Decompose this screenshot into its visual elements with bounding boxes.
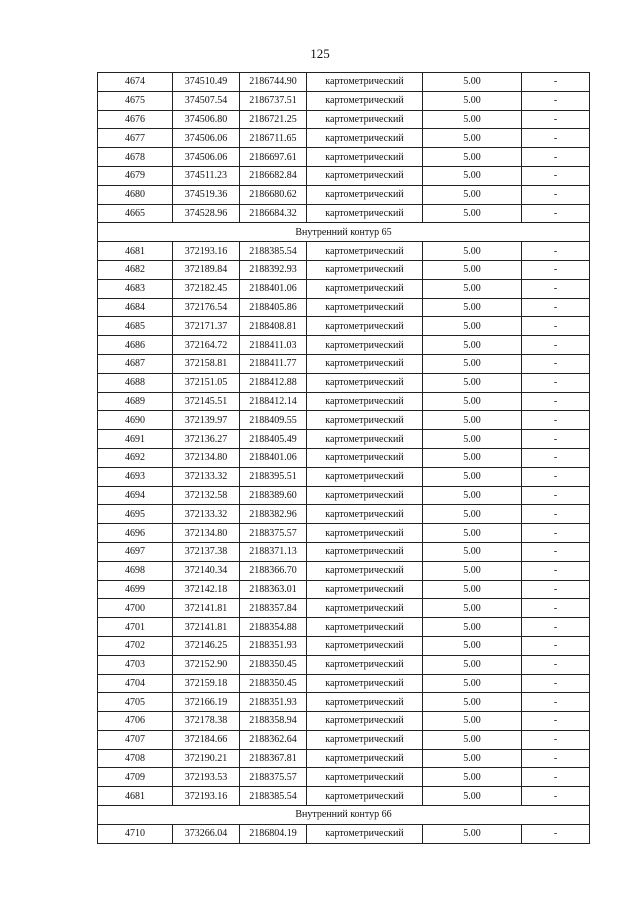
accuracy-cell: 5.00 xyxy=(423,486,522,505)
table-row xyxy=(98,749,590,768)
y-coordinate-cell: 2186697.61 xyxy=(240,148,307,167)
point-number-cell: 4700 xyxy=(98,599,173,618)
method-cell: картометрический xyxy=(307,524,423,543)
note-cell: - xyxy=(522,542,590,561)
x-coordinate-cell: 372137.38 xyxy=(173,542,240,561)
table-row xyxy=(98,486,590,505)
method-cell: картометрический xyxy=(307,260,423,279)
method-cell: картометрический xyxy=(307,392,423,411)
table-row xyxy=(98,599,590,618)
y-coordinate-cell: 2188375.57 xyxy=(240,524,307,543)
table-row xyxy=(98,354,590,373)
accuracy-cell: 5.00 xyxy=(423,693,522,712)
method-cell: картометрический xyxy=(307,430,423,449)
point-number-cell: 4695 xyxy=(98,505,173,524)
section-header-row xyxy=(98,806,590,825)
table-row xyxy=(98,580,590,599)
note-cell: - xyxy=(522,260,590,279)
accuracy-cell: 5.00 xyxy=(423,618,522,637)
note-cell: - xyxy=(522,712,590,731)
x-coordinate-cell: 372133.32 xyxy=(173,505,240,524)
x-coordinate-cell: 372178.38 xyxy=(173,712,240,731)
method-cell: картометрический xyxy=(307,655,423,674)
x-coordinate-cell: 372193.16 xyxy=(173,242,240,261)
section-title: Внутренний контур 65 xyxy=(98,223,590,242)
note-cell: - xyxy=(522,486,590,505)
method-cell: картометрический xyxy=(307,411,423,430)
y-coordinate-cell: 2188411.03 xyxy=(240,336,307,355)
x-coordinate-cell: 374506.06 xyxy=(173,148,240,167)
point-number-cell: 4683 xyxy=(98,279,173,298)
accuracy-cell: 5.00 xyxy=(423,787,522,806)
y-coordinate-cell: 2186737.51 xyxy=(240,91,307,110)
note-cell: - xyxy=(522,129,590,148)
point-number-cell: 4681 xyxy=(98,242,173,261)
note-cell: - xyxy=(522,336,590,355)
method-cell: картометрический xyxy=(307,599,423,618)
x-coordinate-cell: 374510.49 xyxy=(173,73,240,92)
note-cell: - xyxy=(522,580,590,599)
point-number-cell: 4694 xyxy=(98,486,173,505)
note-cell: - xyxy=(522,693,590,712)
accuracy-cell: 5.00 xyxy=(423,392,522,411)
note-cell: - xyxy=(522,674,590,693)
x-coordinate-cell: 374507.54 xyxy=(173,91,240,110)
point-number-cell: 4674 xyxy=(98,73,173,92)
accuracy-cell: 5.00 xyxy=(423,73,522,92)
note-cell: - xyxy=(522,768,590,787)
note-cell: - xyxy=(522,411,590,430)
table-row xyxy=(98,91,590,110)
point-number-cell: 4692 xyxy=(98,448,173,467)
note-cell: - xyxy=(522,636,590,655)
accuracy-cell: 5.00 xyxy=(423,655,522,674)
point-number-cell: 4686 xyxy=(98,336,173,355)
table-row xyxy=(98,636,590,655)
table-row xyxy=(98,618,590,637)
y-coordinate-cell: 2188408.81 xyxy=(240,317,307,336)
point-number-cell: 4691 xyxy=(98,430,173,449)
x-coordinate-cell: 372133.32 xyxy=(173,467,240,486)
accuracy-cell: 5.00 xyxy=(423,636,522,655)
y-coordinate-cell: 2188366.70 xyxy=(240,561,307,580)
y-coordinate-cell: 2188401.06 xyxy=(240,279,307,298)
point-number-cell: 4676 xyxy=(98,110,173,129)
method-cell: картометрический xyxy=(307,204,423,223)
accuracy-cell: 5.00 xyxy=(423,580,522,599)
x-coordinate-cell: 374511.23 xyxy=(173,166,240,185)
y-coordinate-cell: 2188385.54 xyxy=(240,787,307,806)
note-cell: - xyxy=(522,392,590,411)
note-cell: - xyxy=(522,730,590,749)
x-coordinate-cell: 372145.51 xyxy=(173,392,240,411)
table-row xyxy=(98,373,590,392)
x-coordinate-cell: 372166.19 xyxy=(173,693,240,712)
y-coordinate-cell: 2188354.88 xyxy=(240,618,307,637)
accuracy-cell: 5.00 xyxy=(423,448,522,467)
y-coordinate-cell: 2188405.86 xyxy=(240,298,307,317)
point-number-cell: 4708 xyxy=(98,749,173,768)
x-coordinate-cell: 372171.37 xyxy=(173,317,240,336)
accuracy-cell: 5.00 xyxy=(423,298,522,317)
method-cell: картометрический xyxy=(307,166,423,185)
y-coordinate-cell: 2188357.84 xyxy=(240,599,307,618)
method-cell: картометрический xyxy=(307,448,423,467)
y-coordinate-cell: 2188351.93 xyxy=(240,636,307,655)
note-cell: - xyxy=(522,204,590,223)
point-number-cell: 4709 xyxy=(98,768,173,787)
y-coordinate-cell: 2186721.25 xyxy=(240,110,307,129)
table-row xyxy=(98,185,590,204)
y-coordinate-cell: 2188375.57 xyxy=(240,768,307,787)
note-cell: - xyxy=(522,787,590,806)
point-number-cell: 4680 xyxy=(98,185,173,204)
table-row xyxy=(98,730,590,749)
method-cell: картометрический xyxy=(307,505,423,524)
x-coordinate-cell: 372141.81 xyxy=(173,618,240,637)
accuracy-cell: 5.00 xyxy=(423,599,522,618)
method-cell: картометрический xyxy=(307,242,423,261)
method-cell: картометрический xyxy=(307,712,423,731)
table-row xyxy=(98,392,590,411)
point-number-cell: 4688 xyxy=(98,373,173,392)
point-number-cell: 4685 xyxy=(98,317,173,336)
accuracy-cell: 5.00 xyxy=(423,354,522,373)
method-cell: картометрический xyxy=(307,336,423,355)
method-cell: картометрический xyxy=(307,768,423,787)
y-coordinate-cell: 2188350.45 xyxy=(240,655,307,674)
table-row xyxy=(98,411,590,430)
x-coordinate-cell: 372134.80 xyxy=(173,448,240,467)
x-coordinate-cell: 372182.45 xyxy=(173,279,240,298)
accuracy-cell: 5.00 xyxy=(423,524,522,543)
point-number-cell: 4690 xyxy=(98,411,173,430)
accuracy-cell: 5.00 xyxy=(423,260,522,279)
point-number-cell: 4698 xyxy=(98,561,173,580)
x-coordinate-cell: 372193.16 xyxy=(173,787,240,806)
point-number-cell: 4703 xyxy=(98,655,173,674)
y-coordinate-cell: 2188389.60 xyxy=(240,486,307,505)
point-number-cell: 4701 xyxy=(98,618,173,637)
y-coordinate-cell: 2188371.13 xyxy=(240,542,307,561)
method-cell: картометрический xyxy=(307,317,423,336)
note-cell: - xyxy=(522,242,590,261)
method-cell: картометрический xyxy=(307,91,423,110)
table-row xyxy=(98,110,590,129)
accuracy-cell: 5.00 xyxy=(423,467,522,486)
table-row xyxy=(98,505,590,524)
point-number-cell: 4710 xyxy=(98,824,173,843)
point-number-cell: 4704 xyxy=(98,674,173,693)
x-coordinate-cell: 372134.80 xyxy=(173,524,240,543)
table-row xyxy=(98,768,590,787)
y-coordinate-cell: 2188409.55 xyxy=(240,411,307,430)
method-cell: картометрический xyxy=(307,730,423,749)
note-cell: - xyxy=(522,148,590,167)
accuracy-cell: 5.00 xyxy=(423,148,522,167)
accuracy-cell: 5.00 xyxy=(423,110,522,129)
note-cell: - xyxy=(522,73,590,92)
table-row xyxy=(98,129,590,148)
y-coordinate-cell: 2188350.45 xyxy=(240,674,307,693)
note-cell: - xyxy=(522,505,590,524)
x-coordinate-cell: 372190.21 xyxy=(173,749,240,768)
accuracy-cell: 5.00 xyxy=(423,824,522,843)
point-number-cell: 4687 xyxy=(98,354,173,373)
note-cell: - xyxy=(522,749,590,768)
accuracy-cell: 5.00 xyxy=(423,242,522,261)
point-number-cell: 4702 xyxy=(98,636,173,655)
point-number-cell: 4699 xyxy=(98,580,173,599)
table-row xyxy=(98,542,590,561)
accuracy-cell: 5.00 xyxy=(423,185,522,204)
table-row xyxy=(98,242,590,261)
table-row xyxy=(98,655,590,674)
coordinates-table xyxy=(97,72,590,844)
note-cell: - xyxy=(522,298,590,317)
table-row xyxy=(98,298,590,317)
x-coordinate-cell: 372158.81 xyxy=(173,354,240,373)
accuracy-cell: 5.00 xyxy=(423,768,522,787)
y-coordinate-cell: 2186744.90 xyxy=(240,73,307,92)
accuracy-cell: 5.00 xyxy=(423,279,522,298)
note-cell: - xyxy=(522,618,590,637)
point-number-cell: 4675 xyxy=(98,91,173,110)
table-row xyxy=(98,561,590,580)
y-coordinate-cell: 2186682.84 xyxy=(240,166,307,185)
accuracy-cell: 5.00 xyxy=(423,91,522,110)
table-row xyxy=(98,166,590,185)
note-cell: - xyxy=(522,166,590,185)
note-cell: - xyxy=(522,279,590,298)
point-number-cell: 4665 xyxy=(98,204,173,223)
x-coordinate-cell: 372142.18 xyxy=(173,580,240,599)
accuracy-cell: 5.00 xyxy=(423,166,522,185)
x-coordinate-cell: 372159.18 xyxy=(173,674,240,693)
method-cell: картометрический xyxy=(307,693,423,712)
y-coordinate-cell: 2188392.93 xyxy=(240,260,307,279)
method-cell: картометрический xyxy=(307,298,423,317)
x-coordinate-cell: 372164.72 xyxy=(173,336,240,355)
method-cell: картометрический xyxy=(307,185,423,204)
method-cell: картометрический xyxy=(307,636,423,655)
method-cell: картометрический xyxy=(307,110,423,129)
y-coordinate-cell: 2186804.19 xyxy=(240,824,307,843)
y-coordinate-cell: 2186680.62 xyxy=(240,185,307,204)
section-title: Внутренний контур 66 xyxy=(98,806,590,825)
note-cell: - xyxy=(522,317,590,336)
table-row xyxy=(98,73,590,92)
accuracy-cell: 5.00 xyxy=(423,561,522,580)
method-cell: картометрический xyxy=(307,580,423,599)
point-number-cell: 4678 xyxy=(98,148,173,167)
table-row xyxy=(98,260,590,279)
x-coordinate-cell: 372189.84 xyxy=(173,260,240,279)
method-cell: картометрический xyxy=(307,73,423,92)
coordinates-table-body xyxy=(98,73,590,844)
accuracy-cell: 5.00 xyxy=(423,373,522,392)
table-row xyxy=(98,430,590,449)
table-row xyxy=(98,317,590,336)
method-cell: картометрический xyxy=(307,467,423,486)
accuracy-cell: 5.00 xyxy=(423,411,522,430)
x-coordinate-cell: 372184.66 xyxy=(173,730,240,749)
table-row xyxy=(98,693,590,712)
table-row xyxy=(98,336,590,355)
page-number: 125 xyxy=(310,46,330,61)
y-coordinate-cell: 2186711.65 xyxy=(240,129,307,148)
y-coordinate-cell: 2188367.81 xyxy=(240,749,307,768)
x-coordinate-cell: 372141.81 xyxy=(173,599,240,618)
accuracy-cell: 5.00 xyxy=(423,712,522,731)
table-row xyxy=(98,524,590,543)
note-cell: - xyxy=(522,373,590,392)
note-cell: - xyxy=(522,185,590,204)
y-coordinate-cell: 2188362.64 xyxy=(240,730,307,749)
y-coordinate-cell: 2188395.51 xyxy=(240,467,307,486)
x-coordinate-cell: 374519.36 xyxy=(173,185,240,204)
note-cell: - xyxy=(522,561,590,580)
note-cell: - xyxy=(522,467,590,486)
method-cell: картометрический xyxy=(307,618,423,637)
table-row xyxy=(98,467,590,486)
accuracy-cell: 5.00 xyxy=(423,336,522,355)
note-cell: - xyxy=(522,824,590,843)
table-row xyxy=(98,824,590,843)
method-cell: картометрический xyxy=(307,354,423,373)
method-cell: картометрический xyxy=(307,148,423,167)
y-coordinate-cell: 2188401.06 xyxy=(240,448,307,467)
y-coordinate-cell: 2188382.96 xyxy=(240,505,307,524)
point-number-cell: 4706 xyxy=(98,712,173,731)
point-number-cell: 4682 xyxy=(98,260,173,279)
note-cell: - xyxy=(522,91,590,110)
x-coordinate-cell: 372152.90 xyxy=(173,655,240,674)
accuracy-cell: 5.00 xyxy=(423,204,522,223)
point-number-cell: 4707 xyxy=(98,730,173,749)
note-cell: - xyxy=(522,524,590,543)
coordinates-table-container xyxy=(97,72,589,844)
table-row xyxy=(98,448,590,467)
accuracy-cell: 5.00 xyxy=(423,317,522,336)
accuracy-cell: 5.00 xyxy=(423,542,522,561)
point-number-cell: 4696 xyxy=(98,524,173,543)
x-coordinate-cell: 372132.58 xyxy=(173,486,240,505)
x-coordinate-cell: 374506.80 xyxy=(173,110,240,129)
method-cell: картометрический xyxy=(307,824,423,843)
point-number-cell: 4681 xyxy=(98,787,173,806)
accuracy-cell: 5.00 xyxy=(423,505,522,524)
y-coordinate-cell: 2188358.94 xyxy=(240,712,307,731)
note-cell: - xyxy=(522,430,590,449)
method-cell: картометрический xyxy=(307,674,423,693)
note-cell: - xyxy=(522,110,590,129)
note-cell: - xyxy=(522,354,590,373)
point-number-cell: 4689 xyxy=(98,392,173,411)
x-coordinate-cell: 372151.05 xyxy=(173,373,240,392)
table-row xyxy=(98,148,590,167)
method-cell: картометрический xyxy=(307,787,423,806)
x-coordinate-cell: 372140.34 xyxy=(173,561,240,580)
x-coordinate-cell: 374528.96 xyxy=(173,204,240,223)
point-number-cell: 4705 xyxy=(98,693,173,712)
note-cell: - xyxy=(522,599,590,618)
y-coordinate-cell: 2188385.54 xyxy=(240,242,307,261)
point-number-cell: 4679 xyxy=(98,166,173,185)
y-coordinate-cell: 2188405.49 xyxy=(240,430,307,449)
table-row xyxy=(98,279,590,298)
note-cell: - xyxy=(522,448,590,467)
note-cell: - xyxy=(522,655,590,674)
accuracy-cell: 5.00 xyxy=(423,430,522,449)
x-coordinate-cell: 372139.97 xyxy=(173,411,240,430)
y-coordinate-cell: 2186684.32 xyxy=(240,204,307,223)
method-cell: картометрический xyxy=(307,542,423,561)
x-coordinate-cell: 374506.06 xyxy=(173,129,240,148)
y-coordinate-cell: 2188412.14 xyxy=(240,392,307,411)
x-coordinate-cell: 372176.54 xyxy=(173,298,240,317)
method-cell: картометрический xyxy=(307,129,423,148)
method-cell: картометрический xyxy=(307,486,423,505)
method-cell: картометрический xyxy=(307,373,423,392)
x-coordinate-cell: 372146.25 xyxy=(173,636,240,655)
y-coordinate-cell: 2188412.88 xyxy=(240,373,307,392)
method-cell: картометрический xyxy=(307,749,423,768)
table-row xyxy=(98,787,590,806)
accuracy-cell: 5.00 xyxy=(423,674,522,693)
x-coordinate-cell: 372136.27 xyxy=(173,430,240,449)
point-number-cell: 4684 xyxy=(98,298,173,317)
table-row xyxy=(98,674,590,693)
accuracy-cell: 5.00 xyxy=(423,749,522,768)
y-coordinate-cell: 2188363.01 xyxy=(240,580,307,599)
x-coordinate-cell: 372193.53 xyxy=(173,768,240,787)
method-cell: картометрический xyxy=(307,279,423,298)
accuracy-cell: 5.00 xyxy=(423,129,522,148)
section-header-row xyxy=(98,223,590,242)
table-row xyxy=(98,204,590,223)
y-coordinate-cell: 2188351.93 xyxy=(240,693,307,712)
table-row xyxy=(98,712,590,731)
y-coordinate-cell: 2188411.77 xyxy=(240,354,307,373)
accuracy-cell: 5.00 xyxy=(423,730,522,749)
method-cell: картометрический xyxy=(307,561,423,580)
point-number-cell: 4677 xyxy=(98,129,173,148)
x-coordinate-cell: 373266.04 xyxy=(173,824,240,843)
point-number-cell: 4697 xyxy=(98,542,173,561)
point-number-cell: 4693 xyxy=(98,467,173,486)
